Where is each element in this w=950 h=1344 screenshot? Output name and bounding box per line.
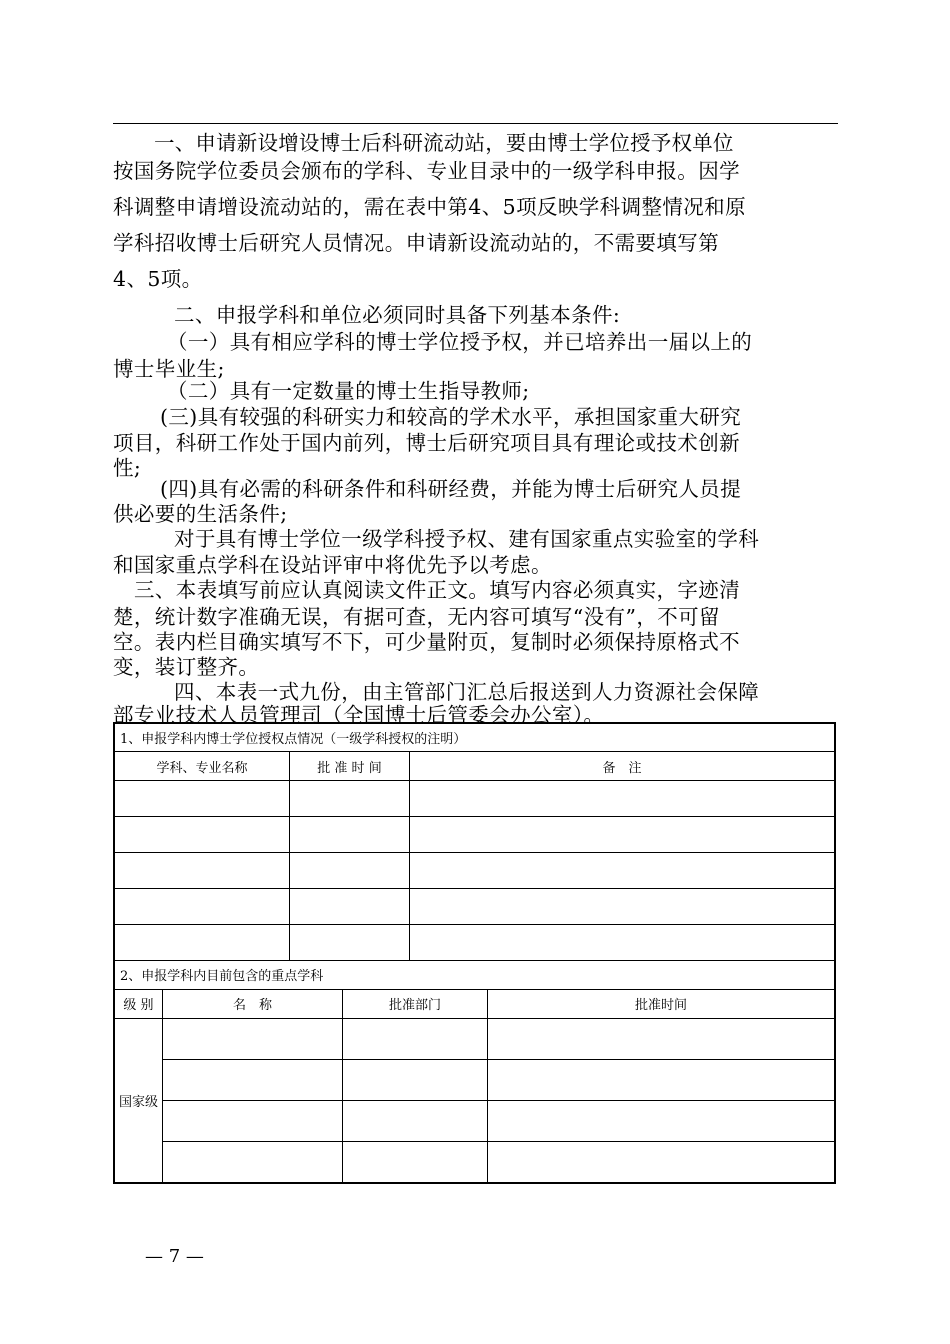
note-2-line-8: (四)具有必需的科研条件和科研经费，并能为博士后研究人员提 [160, 477, 742, 501]
table-row [115, 1100, 835, 1141]
top-rule [113, 123, 838, 124]
dept-cell[interactable] [343, 1141, 488, 1182]
note-2-line-11: 和国家重点学科在设站评审中将优先予以考虑。 [113, 553, 552, 577]
table-row [115, 781, 835, 817]
table-row [115, 1018, 835, 1059]
discipline-cell[interactable] [115, 853, 290, 889]
date-cell[interactable] [488, 1141, 835, 1182]
remarks-cell[interactable] [410, 781, 835, 817]
note-1-line-5: 4、5项。 [113, 267, 203, 291]
note-2-line-6: 项目，科研工作处于国内前列，博士后研究项目具有理论或技术创新 [113, 431, 740, 455]
note-2-line-1: 二、申报学科和单位必须同时具备下列基本条件: [174, 303, 621, 327]
note-4-line-2: 部专业技术人员管理司（全国博士后管委会办公室）。 [113, 703, 605, 727]
note-4-line-1: 四、本表一式九份，由主管部门汇总后报送到人力资源社会保障 [174, 680, 760, 704]
approval-time-cell[interactable] [290, 781, 410, 817]
discipline-cell[interactable] [115, 817, 290, 853]
approval-time-cell[interactable] [290, 817, 410, 853]
section-1-table [114, 723, 835, 961]
col-header-name: 名 称 [163, 989, 343, 1018]
col-header-discipline: 学科、专业名称 [115, 752, 290, 781]
discipline-cell[interactable] [115, 889, 290, 925]
table-row [115, 1059, 835, 1100]
note-2-line-7: 性; [113, 456, 142, 480]
name-cell[interactable] [163, 1018, 343, 1059]
approval-time-cell[interactable] [290, 853, 410, 889]
note-1-line-1: 一、申请新设增设博士后科研流动站，要由博士学位授予权单位 [154, 131, 734, 155]
table-row [115, 1141, 835, 1182]
col-header-remarks: 备 注 [410, 752, 835, 781]
note-1-line-4: 学科招收博士后研究人员情况。申请新设流动站的，不需要填写第 [113, 231, 720, 255]
note-1-line-3: 科调整申请增设流动站的，需在表中第4、5项反映学科调整情况和原 [113, 195, 746, 219]
table-row [115, 817, 835, 853]
note-2-line-5: (三)具有较强的科研实力和较高的学术水平，承担国家重大研究 [160, 405, 742, 429]
date-cell[interactable] [488, 1100, 835, 1141]
discipline-cell[interactable] [115, 925, 290, 961]
remarks-cell[interactable] [410, 817, 835, 853]
section-1-title: 1、申报学科内博士学位授权点情况（一级学科授权的注明） [115, 724, 835, 752]
note-2-line-3: 博士毕业生; [113, 357, 225, 381]
section-2-title: 2、申报学科内目前包含的重点学科 [115, 961, 835, 989]
note-3-line-3: 空。表内栏目确实填写不下，可少量附页，复制时必须保持原格式不 [113, 630, 740, 654]
name-cell[interactable] [163, 1141, 343, 1182]
remarks-cell[interactable] [410, 889, 835, 925]
remarks-cell[interactable] [410, 925, 835, 961]
dept-cell[interactable] [343, 1100, 488, 1141]
note-3-line-4: 变，装订整齐。 [113, 655, 260, 679]
note-2-line-9: 供必要的生活条件; [113, 502, 288, 526]
name-cell[interactable] [163, 1059, 343, 1100]
note-1-line-2: 按国务院学位委员会颁布的学科、专业目录中的一级学科申报。因学 [113, 159, 740, 183]
dept-cell[interactable] [343, 1018, 488, 1059]
table-row [115, 853, 835, 889]
table-row [115, 889, 835, 925]
note-3-line-2: 楚，统计数字准确无误，有据可查，无内容可填写“没有”，不可留 [113, 605, 720, 629]
discipline-cell[interactable] [115, 781, 290, 817]
name-cell[interactable] [163, 1100, 343, 1141]
note-3-line-1: 三、本表填写前应认真阅读文件正文。填写内容必须真实，字迹清 [134, 578, 741, 602]
form-table [113, 722, 836, 1184]
remarks-cell[interactable] [410, 853, 835, 889]
section-2-table [114, 961, 835, 1183]
date-cell[interactable] [488, 1059, 835, 1100]
dept-cell[interactable] [343, 1059, 488, 1100]
col-header-approval-time: 批 准 时 间 [290, 752, 410, 781]
approval-time-cell[interactable] [290, 925, 410, 961]
col-header-level: 级 别 [115, 989, 163, 1018]
table-row [115, 925, 835, 961]
level-national: 国家级 [115, 1018, 163, 1182]
col-header-approval-date: 批准时间 [488, 989, 835, 1018]
col-header-approving-dept: 批准部门 [343, 989, 488, 1018]
page-number: — 7 — [145, 1246, 204, 1267]
note-2-line-10: 对于具有博士学位一级学科授予权、建有国家重点实验室的学科 [174, 527, 760, 551]
note-2-line-4: （二）具有一定数量的博士生指导教师; [167, 379, 530, 403]
note-2-line-2: （一）具有相应学科的博士学位授予权，并已培养出一届以上的 [167, 330, 753, 354]
date-cell[interactable] [488, 1018, 835, 1059]
approval-time-cell[interactable] [290, 889, 410, 925]
